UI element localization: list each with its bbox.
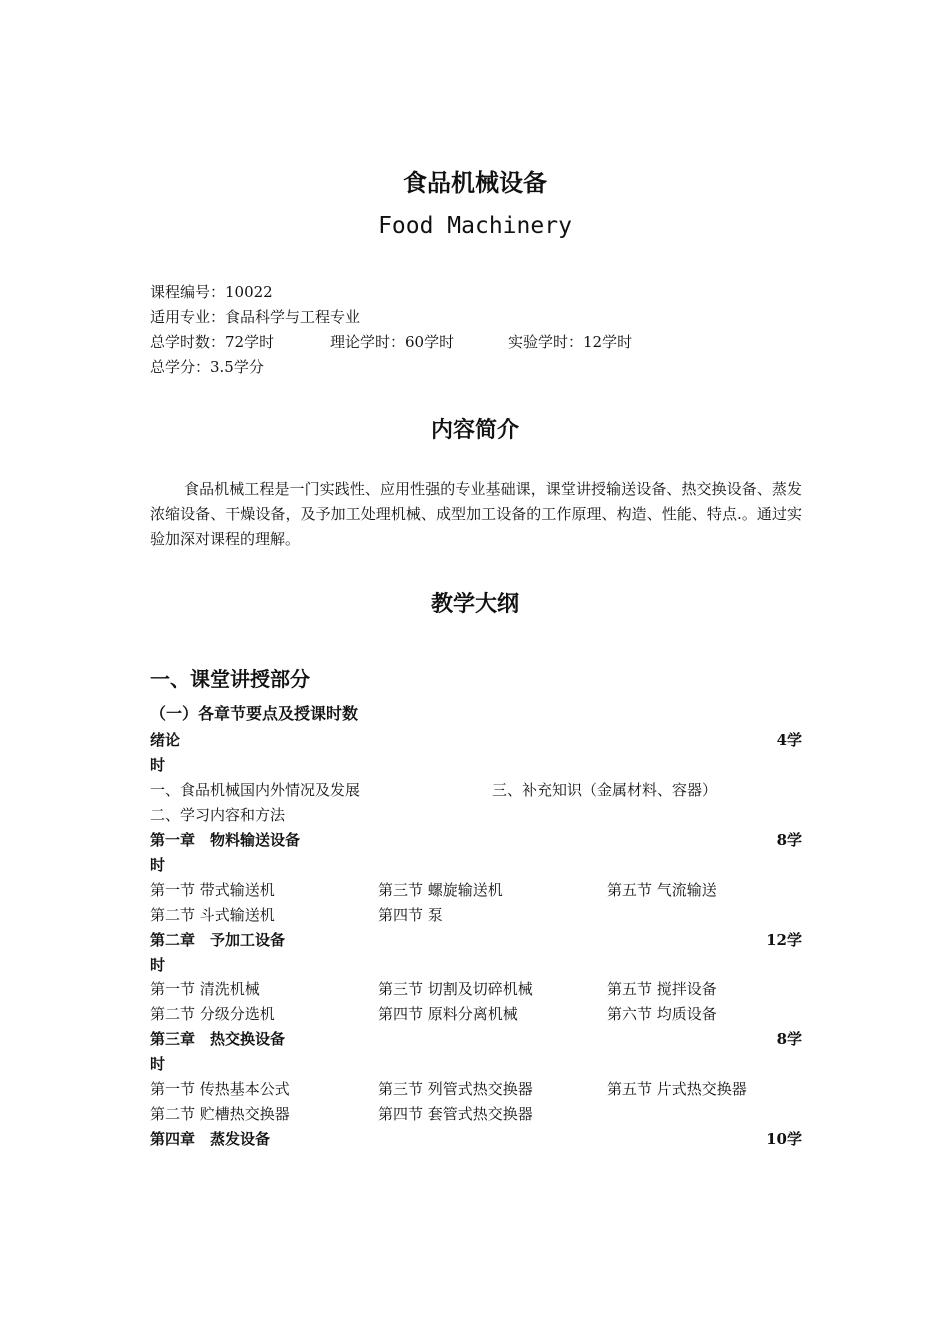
list-item: 二、学习内容和方法 [150, 806, 286, 824]
chapter-hours: 12学 [766, 931, 802, 949]
list-item: 一、食品机械国内外情况及发展 [150, 781, 361, 799]
theory-hours: 理论学时：60学时 [330, 333, 455, 351]
chapter-name: 第四章 蒸发设备 [150, 1130, 271, 1148]
chapter-hours: 10学 [766, 1130, 802, 1148]
list-item: 第一节 传热基本公式 [150, 1080, 290, 1098]
chapter-hours-wrap: 时 [150, 1055, 166, 1073]
list-item: 第一节 清洗机械 [150, 980, 260, 998]
applicable-major: 适用专业：食品科学与工程专业 [150, 308, 361, 326]
page-title: 食品机械设备 [403, 169, 547, 197]
list-item: 第五节 片式热交换器 [607, 1080, 747, 1098]
lab-hours: 实验学时：12学时 [508, 333, 633, 351]
list-item: 第三节 切割及切碎机械 [378, 980, 533, 998]
list-item: 第四节 原料分离机械 [378, 1005, 518, 1023]
list-item: 第四节 泵 [378, 906, 443, 924]
syllabus-heading: 教学大纲 [430, 592, 519, 617]
list-item: 第二节 贮槽热交换器 [150, 1105, 290, 1123]
chapter-name: 第三章 热交换设备 [150, 1030, 286, 1048]
total-hours: 总学时数：72学时 [150, 333, 275, 351]
list-item: 第二节 分级分选机 [150, 1005, 275, 1023]
chapter-4-row [150, 1128, 802, 1148]
chapter-3-row [150, 1028, 802, 1048]
chapter-hours: 8学 [776, 831, 802, 849]
list-item: 第四节 套管式热交换器 [378, 1105, 533, 1123]
chapter-hours-wrap: 时 [150, 856, 166, 874]
list-item: 第一节 带式输送机 [150, 881, 275, 899]
list-item: 第五节 搅拌设备 [607, 980, 717, 998]
chapter-name: 第一章 物料输送设备 [150, 831, 301, 849]
chapter-name: 第二章 予加工设备 [150, 931, 286, 949]
list-item: 第五节 气流输送 [607, 881, 717, 899]
chapter-intro-row [150, 729, 802, 749]
section-one-title: （一）各章节要点及授课时数 [150, 704, 359, 723]
part-one-title: 一、课堂讲授部分 [150, 667, 310, 691]
course-code: 课程编号：10022 [150, 283, 273, 301]
list-item: 第三节 列管式热交换器 [378, 1080, 533, 1098]
chapter-name: 绪论 [150, 731, 181, 749]
chapter-hours-wrap: 时 [150, 756, 166, 774]
intro-heading: 内容简介 [430, 418, 519, 443]
chapter-hours: 4学 [776, 731, 802, 749]
list-item: 第三节 螺旋输送机 [378, 881, 503, 899]
intro-paragraph [150, 477, 802, 552]
chapter-hours-wrap: 时 [150, 956, 166, 974]
chapter-1-row [150, 829, 802, 849]
chapter-2-row [150, 929, 802, 949]
list-item: 第二节 斗式输送机 [150, 906, 275, 924]
list-item: 第六节 均质设备 [607, 1005, 717, 1023]
total-credits: 总学分：3.5学分 [150, 358, 264, 376]
intro-text: 食品机械工程是一门实践性、应用性强的专业基础课，课堂讲授输送设备、热交换设备、蒸发浓缩设备、干燥设备，及予加工处理机械、成型加工设备的工作原理、构造、性能、特点.。通过实验加深对课程的理解。 [150, 480, 802, 548]
list-item: 三、补充知识（金属材料、容器） [492, 781, 718, 799]
page-subtitle-english: Food Machinery [378, 213, 572, 239]
chapter-hours: 8学 [776, 1030, 802, 1048]
